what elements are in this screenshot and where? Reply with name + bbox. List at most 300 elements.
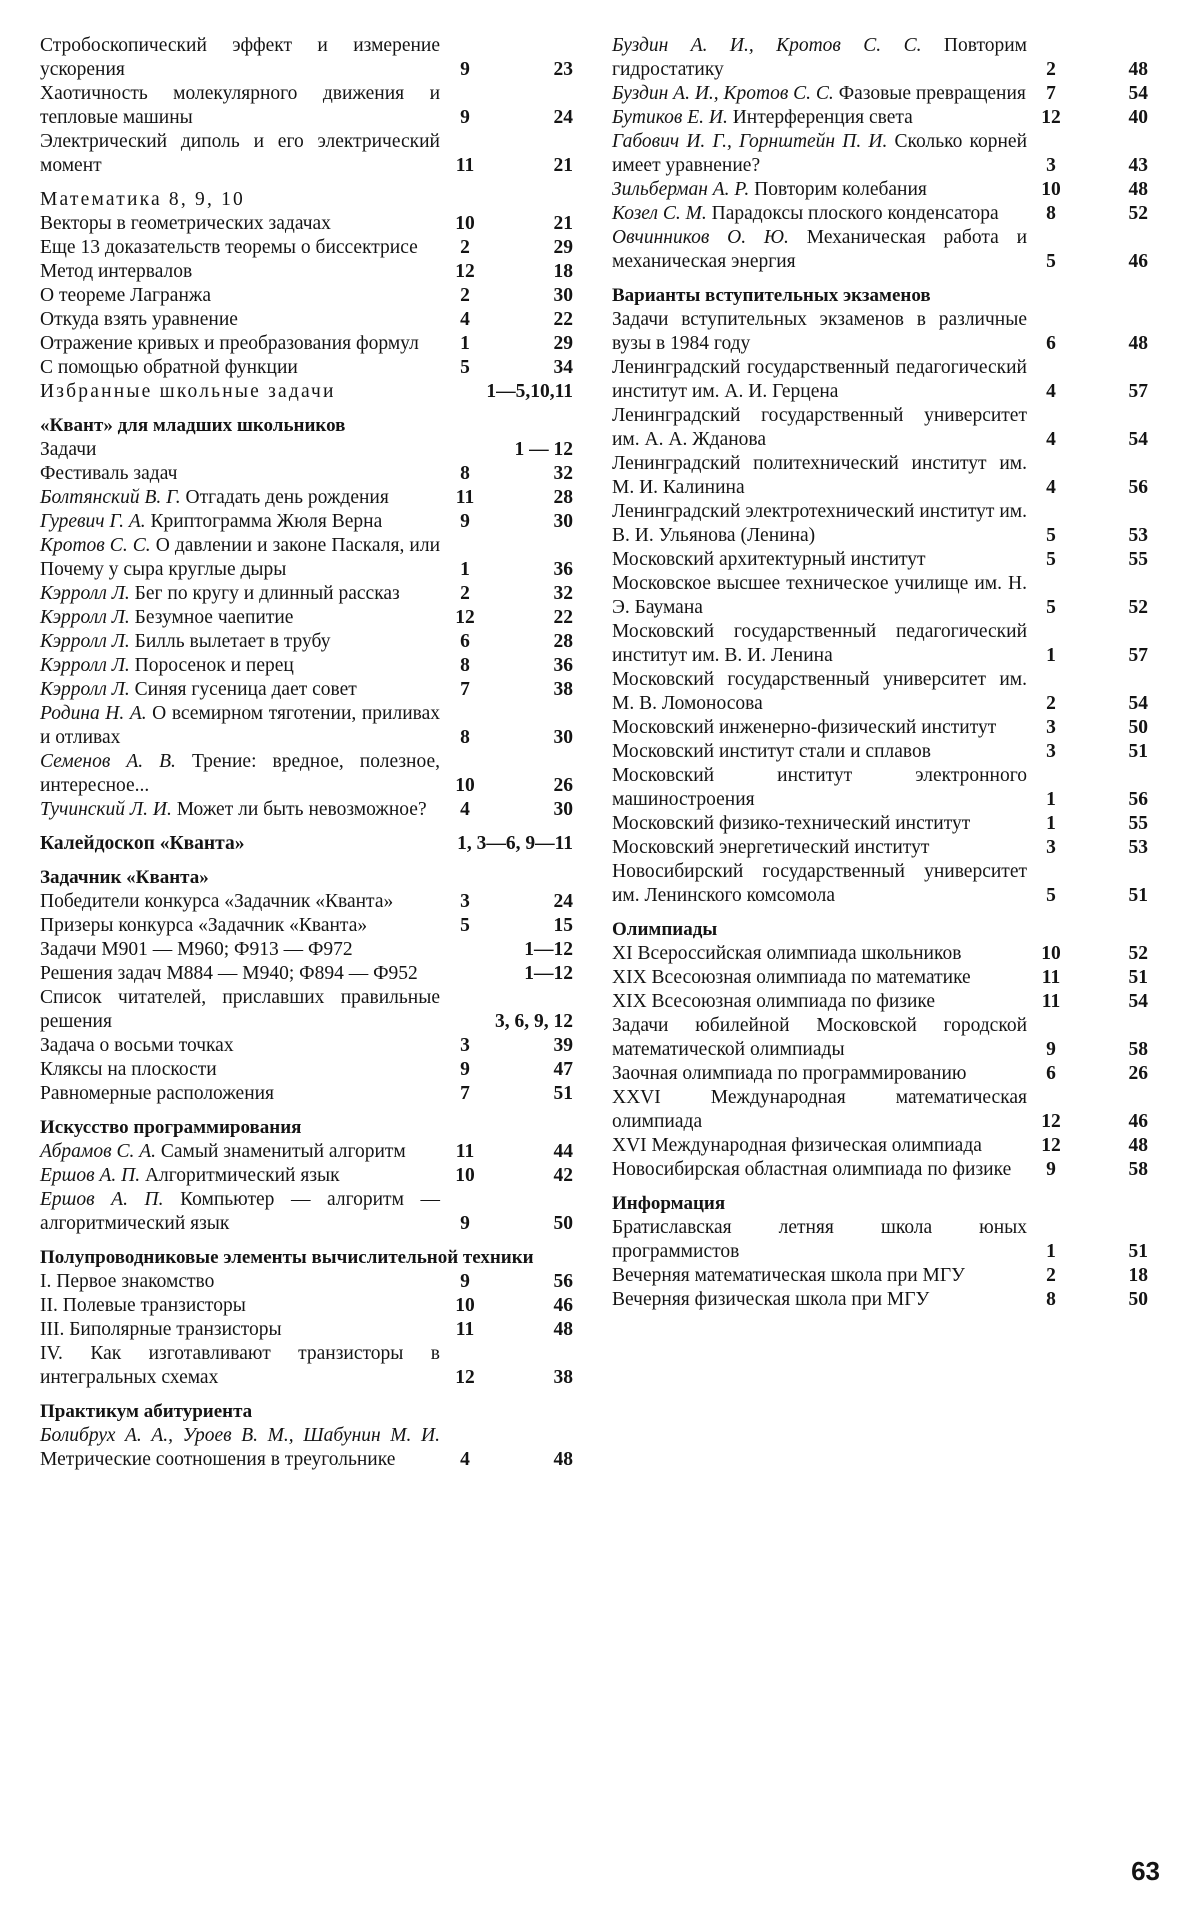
entry-issue: 10 [1041, 179, 1061, 200]
entry-issues: 1 — 12 [514, 439, 573, 460]
entry-author: Кэрролл Л. [40, 655, 130, 676]
entry-text: Безумное чаепитие [134, 607, 294, 628]
entry-title [612, 620, 1027, 668]
entry-issue: 5 [1046, 885, 1056, 906]
entry-title [612, 860, 1027, 908]
entry-text: II. Полевые транзисторы [40, 1295, 246, 1316]
index-entry [612, 740, 1160, 764]
entry-title [40, 630, 440, 654]
entry-issue: 2 [460, 237, 470, 258]
section-heading: Задачник «Кванта» [40, 867, 209, 888]
section-heading: «Квант» для младших школьников [40, 415, 346, 436]
index-entry [40, 1342, 585, 1390]
entry-text: Электрический диполь и его электрический момент [40, 131, 440, 176]
index-entry [612, 1288, 1160, 1312]
index-entry [612, 226, 1160, 274]
entry-page: 24 [553, 107, 573, 128]
entry-page: 54 [1128, 83, 1148, 104]
entry-text: XI Всероссийская олимпиада школьников [612, 943, 962, 964]
entry-text: Московский физико-технический институт [612, 813, 971, 834]
index-entry [40, 356, 585, 380]
entry-author: Габович И. Г., Горнштейн П. И. [612, 131, 888, 152]
entry-text: Калейдоскоп «Кванта» [40, 833, 245, 854]
entry-text: I. Первое знакомство [40, 1271, 215, 1292]
entry-title [40, 212, 440, 236]
entry-issue: 6 [460, 631, 470, 652]
entry-title [612, 178, 1027, 202]
index-entry [40, 1270, 585, 1294]
entry-author: Кротов С. С. [40, 535, 151, 556]
entry-page: 38 [553, 679, 573, 700]
entry-text: Метод интервалов [40, 261, 193, 282]
entry-author: Ершов А. П. [40, 1165, 141, 1186]
entry-page: 34 [553, 357, 573, 378]
index-entry [40, 962, 585, 986]
entry-author: Родина Н. А. [40, 703, 147, 724]
entry-title [612, 202, 1027, 226]
entry-page: 48 [1128, 59, 1148, 80]
entry-issue: 11 [1041, 967, 1061, 988]
entry-title [612, 990, 1027, 1014]
entry-page: 54 [1128, 429, 1148, 450]
section-heading: Варианты вступительных экзаменов [612, 285, 931, 306]
entry-text: Криптограмма Жюля Верна [150, 511, 383, 532]
index-entry [40, 260, 585, 284]
entry-text: Братиславская летняя школа юных программистов [612, 1217, 1027, 1262]
entry-title [40, 654, 440, 678]
entry-page: 43 [1128, 155, 1148, 176]
entry-title [40, 1058, 440, 1082]
index-section [40, 866, 585, 1106]
index-entry [40, 236, 585, 260]
entry-page: 36 [553, 655, 573, 676]
entry-issue: 9 [460, 1059, 470, 1080]
index-entry [40, 462, 585, 486]
entry-title [40, 914, 440, 938]
index-entry [40, 986, 585, 1034]
entry-text: Московский государственный педагогический институт им. В. И. Ленина [612, 621, 1027, 666]
entry-text: Ленинградский государственный университет им. А. А. Жданова [612, 405, 1027, 450]
entry-issue: 9 [460, 511, 470, 532]
entry-issue: 1 [1046, 1241, 1056, 1262]
entry-text: Математика 8, 9, 10 [40, 189, 245, 210]
entry-page: 48 [1128, 179, 1148, 200]
entry-text: Московский энергетический институт [612, 837, 930, 858]
entry-text: Вечерняя физическая школа при МГУ [612, 1289, 930, 1310]
entry-text: Победители конкурса «Задачник «Кванта» [40, 891, 394, 912]
entry-title [40, 438, 440, 462]
index-section [40, 1400, 585, 1472]
entry-title [40, 1294, 440, 1318]
entry-title [40, 284, 440, 308]
index-entry [612, 860, 1160, 908]
entry-text: Еще 13 доказательств теоремы о биссектрисе [40, 237, 418, 258]
entry-page: 56 [1128, 477, 1148, 498]
index-entry [612, 106, 1160, 130]
entry-title [612, 356, 1027, 404]
entry-issue: 12 [1041, 1111, 1061, 1132]
entry-page: 55 [1128, 549, 1148, 570]
entry-page: 51 [1128, 1241, 1148, 1262]
entry-issue: 3 [460, 891, 470, 912]
entry-text: Московский государственный университет им. М. В. Ломоносова [612, 669, 1027, 714]
entry-text: Компьютер — алгоритм — алгоритмический язык [40, 1189, 440, 1234]
entry-author: Семенов А. В. [40, 751, 176, 772]
entry-issue: 3 [1046, 717, 1056, 738]
entry-text: Отражение кривых и преобразования формул [40, 333, 419, 354]
section-heading: Олимпиады [612, 919, 718, 940]
index-section [40, 1116, 585, 1236]
index-section [40, 1246, 585, 1390]
index-entry [40, 1424, 585, 1472]
index-entry [40, 34, 585, 82]
entry-issue: 10 [455, 775, 475, 796]
entry-page: 22 [553, 607, 573, 628]
entry-page: 44 [553, 1141, 573, 1162]
entry-page: 50 [553, 1213, 573, 1234]
entry-page: 24 [553, 891, 573, 912]
entry-title [40, 1342, 440, 1390]
entry-page: 29 [553, 333, 573, 354]
entry-author: Гуревич Г. А. [40, 511, 146, 532]
entry-issue: 7 [460, 1083, 470, 1104]
index-entry [40, 1294, 585, 1318]
entry-title [40, 1140, 440, 1164]
entry-issue: 5 [1046, 525, 1056, 546]
entry-issue: 4 [1046, 381, 1056, 402]
entry-title [612, 1158, 1027, 1182]
index-entry [40, 654, 585, 678]
entry-text: Новосибирская областная олимпиада по физике [612, 1159, 1012, 1180]
entry-text: Задача о восьми точках [40, 1035, 234, 1056]
index-entry [612, 308, 1160, 356]
entry-author: Кэрролл Л. [40, 607, 130, 628]
entry-title [40, 1188, 440, 1236]
entry-page: 46 [553, 1295, 573, 1316]
entry-page: 46 [1128, 1111, 1148, 1132]
entry-page: 30 [553, 727, 573, 748]
index-entry [612, 130, 1160, 178]
section-heading: Полупроводниковые элементы вычислительной техники [40, 1247, 534, 1268]
entry-issue: 10 [455, 213, 475, 234]
entry-title [40, 832, 440, 856]
index-entry [612, 668, 1160, 716]
entry-issue: 1 [460, 559, 470, 580]
index-entry [612, 548, 1160, 572]
index-entry [40, 1188, 585, 1236]
entry-issue: 11 [455, 487, 475, 508]
entry-text: Может ли быть невозможное? [176, 799, 427, 820]
entry-text: Равномерные расположения [40, 1083, 275, 1104]
index-entry [612, 836, 1160, 860]
entry-title [612, 1014, 1027, 1062]
index-entry [612, 34, 1160, 82]
entry-text: Механическая работа и механическая энергия [612, 227, 1028, 272]
index-entry [40, 678, 585, 702]
entry-author: Болибрух А. А., Уроев В. М., Шабунин М. И. [40, 1425, 440, 1446]
entry-issue: 5 [1046, 549, 1056, 570]
entry-text: Интерференция света [732, 107, 913, 128]
entry-author: Болтянский В. Г. [40, 487, 181, 508]
entry-issue: 2 [1046, 59, 1056, 80]
entry-issue: 6 [1046, 1063, 1056, 1084]
entry-title [612, 548, 1027, 572]
entry-issue: 10 [455, 1295, 475, 1316]
entry-author: Абрамов С. А. [40, 1141, 157, 1162]
entry-author: Зильберман А. Р. [612, 179, 750, 200]
entry-issue: 3 [1046, 741, 1056, 762]
index-entry [40, 606, 585, 630]
entry-issues: 1—12 [524, 963, 573, 984]
entry-page: 56 [553, 1271, 573, 1292]
entry-issue: 4 [1046, 477, 1056, 498]
entry-issue: 6 [1046, 333, 1056, 354]
index-entry [40, 188, 585, 212]
index-entry [40, 284, 585, 308]
entry-issues: 1, 3—6, 9—11 [457, 833, 573, 854]
index-entry [612, 716, 1160, 740]
entry-page: 56 [1128, 789, 1148, 810]
entry-text: Стробоскопический эффект и измерение ускорения [40, 35, 440, 80]
index-entry [40, 914, 585, 938]
index-section [612, 918, 1160, 1182]
entry-issue: 2 [1046, 1265, 1056, 1286]
entry-issue: 2 [460, 285, 470, 306]
entry-issue: 5 [1046, 251, 1056, 272]
entry-title [40, 1270, 440, 1294]
index-entry [40, 938, 585, 962]
entry-title [40, 1034, 440, 1058]
entry-text: Московский архитектурный институт [612, 549, 926, 570]
entry-text: Фестиваль задач [40, 463, 178, 484]
entry-page: 26 [553, 775, 573, 796]
index-entry [612, 1264, 1160, 1288]
entry-title [40, 332, 440, 356]
entry-page: 29 [553, 237, 573, 258]
entry-title [612, 1216, 1027, 1264]
index-entry [40, 1082, 585, 1106]
entry-text: Поросенок и перец [134, 655, 294, 676]
index-entry [40, 1034, 585, 1058]
entry-title [40, 308, 440, 332]
entry-title [612, 966, 1027, 990]
index-entry [40, 702, 585, 750]
index-entry [40, 534, 585, 582]
index-entry [612, 572, 1160, 620]
entry-text: Алгоритмический язык [144, 1165, 340, 1186]
entry-title [40, 380, 440, 404]
entry-page: 50 [1128, 1289, 1148, 1310]
entry-issue: 7 [1046, 83, 1056, 104]
entry-title [612, 1288, 1027, 1312]
entry-issue: 8 [1046, 1289, 1056, 1310]
entry-issue: 5 [460, 915, 470, 936]
index-entry [40, 308, 585, 332]
entry-issue: 10 [455, 1165, 475, 1186]
index-section [40, 34, 585, 178]
entry-title [40, 798, 440, 822]
index-entry [40, 438, 585, 462]
entry-page: 30 [553, 511, 573, 532]
entry-text: Метрические соотношения в треугольнике [40, 1449, 396, 1470]
entry-text: Сколько корней имеет уравнение? [612, 131, 1028, 176]
entry-page: 48 [1128, 1135, 1148, 1156]
section-heading: Практикум абитуриента [40, 1401, 253, 1422]
entry-title [40, 890, 440, 914]
entry-issue: 12 [455, 261, 475, 282]
entry-title [612, 404, 1027, 452]
entry-issue: 11 [455, 1141, 475, 1162]
index-section [40, 188, 585, 404]
entry-issue: 1 [1046, 645, 1056, 666]
entry-issue: 8 [460, 655, 470, 676]
entry-title [40, 486, 440, 510]
entry-issue: 12 [1041, 107, 1061, 128]
entry-page: 51 [1128, 885, 1148, 906]
index-entry [612, 1062, 1160, 1086]
entry-text: Заочная олимпиада по программированию [612, 1063, 967, 1084]
entry-page: 28 [553, 487, 573, 508]
entry-text: Самый знаменитый алгоритм [160, 1141, 406, 1162]
index-entry [612, 452, 1160, 500]
index-entry [40, 1140, 585, 1164]
section-heading: Информация [612, 1193, 726, 1214]
entry-page: 30 [553, 799, 573, 820]
entry-title [612, 226, 1027, 274]
entry-author: Кэрролл Л. [40, 679, 130, 700]
entry-text: Синяя гусеница дает совет [134, 679, 357, 700]
entry-page: 47 [553, 1059, 573, 1080]
entry-issue: 8 [1046, 203, 1056, 224]
index-entry [612, 202, 1160, 226]
entry-text: XIX Всесоюзная олимпиада по математике [612, 967, 971, 988]
entry-title [40, 1082, 440, 1106]
entry-title [40, 34, 440, 82]
entry-title [40, 582, 440, 606]
entry-issue: 3 [460, 1035, 470, 1056]
entry-text: Избранные школьные задачи [40, 381, 336, 402]
entry-title [612, 452, 1027, 500]
entry-title [612, 668, 1027, 716]
entry-title [612, 836, 1027, 860]
index-entry [612, 1014, 1160, 1062]
entry-title [612, 1264, 1027, 1288]
entry-title [40, 260, 440, 284]
entry-page: 58 [1128, 1039, 1148, 1060]
entry-page: 39 [553, 1035, 573, 1056]
entry-page: 55 [1128, 813, 1148, 834]
entry-text: III. Биполярные транзисторы [40, 1319, 282, 1340]
entry-text: XVI Международная физическая олимпиада [612, 1135, 982, 1156]
entry-page: 48 [553, 1449, 573, 1470]
entry-text: Билль вылетает в трубу [134, 631, 331, 652]
entry-text: О всемирном тяготении, приливах и отливах [40, 703, 440, 748]
entry-text: Московский инженерно-физический институт [612, 717, 997, 738]
entry-page: 40 [1128, 107, 1148, 128]
entry-title [40, 130, 440, 178]
index-entry [612, 1216, 1160, 1264]
left-column [40, 34, 585, 1482]
index-entry [40, 582, 585, 606]
entry-issue: 8 [460, 463, 470, 484]
index-entry [40, 750, 585, 798]
index-entry [40, 832, 585, 856]
index-entry [40, 890, 585, 914]
entry-issue: 5 [1046, 597, 1056, 618]
entry-author: Козел С. М. [612, 203, 707, 224]
entry-page: 15 [553, 915, 573, 936]
entry-issue: 10 [1041, 943, 1061, 964]
index-entry [612, 1134, 1160, 1158]
entry-text: Бег по кругу и длинный рассказ [134, 583, 400, 604]
entry-title [40, 462, 440, 486]
entry-title [40, 82, 440, 130]
entry-page: 28 [553, 631, 573, 652]
entry-text: Призеры конкурса «Задачник «Кванта» [40, 915, 368, 936]
entry-title [40, 678, 440, 702]
entry-issue: 11 [455, 155, 475, 176]
entry-issue: 1 [460, 333, 470, 354]
entry-page: 21 [553, 155, 573, 176]
entry-issue: 11 [455, 1319, 475, 1340]
index-entry [40, 510, 585, 534]
index-entry [612, 1086, 1160, 1134]
entry-page: 18 [553, 261, 573, 282]
index-entry [612, 500, 1160, 548]
index-section [40, 414, 585, 822]
entry-text: Решения задач M884 — M940; Ф894 — Ф952 [40, 963, 418, 984]
entry-title [612, 716, 1027, 740]
index-entry [612, 404, 1160, 452]
entry-title [40, 750, 440, 798]
index-entry [612, 1158, 1160, 1182]
entry-page: 48 [1128, 333, 1148, 354]
entry-author: Овчинников О. Ю. [612, 227, 789, 248]
index-entry [40, 130, 585, 178]
entry-text: Повторим колебания [754, 179, 927, 200]
entry-issue: 9 [1046, 1159, 1056, 1180]
entry-text: О давлении и законе Паскаля, или Почему у сыра круглые дыры [40, 535, 440, 580]
entry-page: 54 [1128, 991, 1148, 1012]
entry-text: XIX Всесоюзная олимпиада по физике [612, 991, 936, 1012]
entry-page: 52 [1128, 597, 1148, 618]
entry-page: 22 [553, 309, 573, 330]
entry-title [612, 34, 1027, 82]
entry-text: Ленинградский политехнический институт им. М. И. Калинина [612, 453, 1027, 498]
entry-page: 52 [1128, 943, 1148, 964]
index-section [612, 284, 1160, 908]
entry-page: 18 [1128, 1265, 1148, 1286]
entry-page: 51 [1128, 967, 1148, 988]
entry-text: О теореме Лагранжа [40, 285, 212, 306]
entry-text: IV. Как изготавливают транзисторы в интегральных схемах [40, 1343, 440, 1388]
entry-issue: 12 [1041, 1135, 1061, 1156]
entry-title [612, 130, 1027, 178]
index-entry [40, 1058, 585, 1082]
entry-page: 57 [1128, 645, 1148, 666]
entry-issue: 2 [1046, 693, 1056, 714]
entry-issue: 2 [460, 583, 470, 604]
entry-text: Московское высшее техническое училище им. Н. Э. Баумана [612, 573, 1027, 618]
entry-title [612, 500, 1027, 548]
entry-text: Повторим гидростатику [612, 35, 1028, 80]
entry-title [40, 1424, 440, 1472]
entry-title [612, 740, 1027, 764]
entry-title [612, 1062, 1027, 1086]
entry-author: Кэрролл Л. [40, 583, 130, 604]
entry-issue: 4 [460, 1449, 470, 1470]
entry-issue: 1 [1046, 789, 1056, 810]
